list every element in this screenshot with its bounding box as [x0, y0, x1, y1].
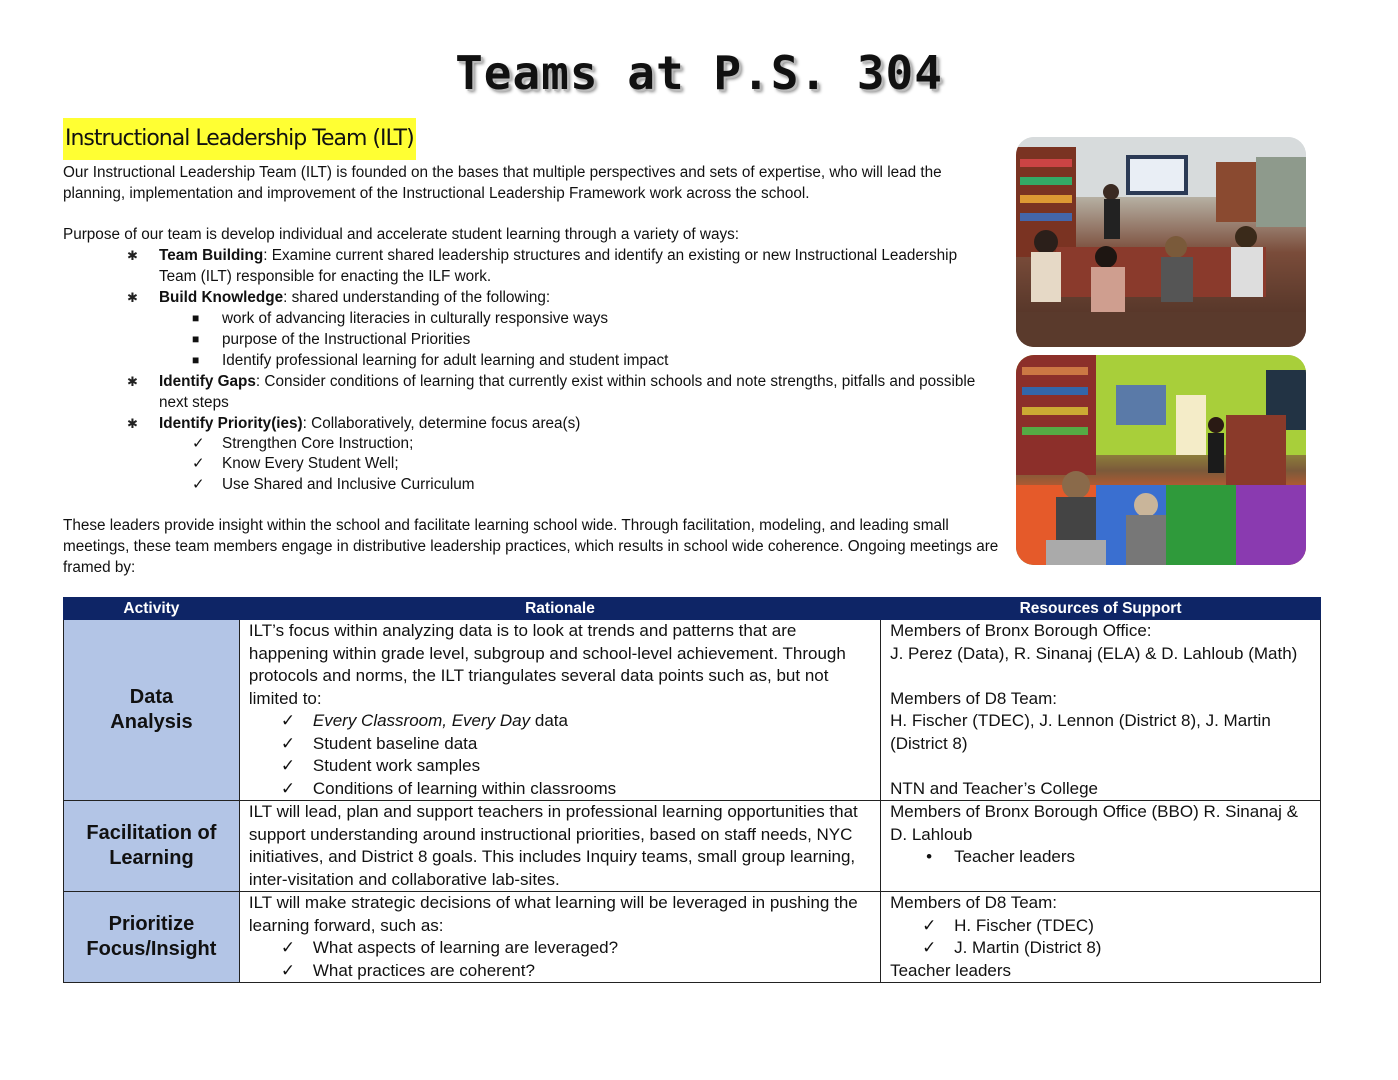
table-row	[64, 892, 1321, 983]
resource-line: Members of Bronx Borough Office (BBO) R. Sinanaj & D. Lahloub	[890, 802, 1298, 844]
list-item	[159, 287, 989, 308]
square-bullet-icon: ■	[192, 311, 200, 325]
resource-line: H. Fischer (TDEC), J. Lennon (District 8), J. Martin (District 8)	[890, 711, 1271, 753]
resource-line: J. Perez (Data), R. Sinanaj (ELA) & D. Lahloub (Math)	[890, 643, 1298, 663]
rationale-text: ILT will lead, plan and support teachers in professional learning opportunities that support understanding around instructional priorities, based on staff needs, NYC initiatives, and District 8 goals. This includes Inquiry teams, small group learning, inter-visitation and collaborative lab-sites.	[248, 802, 858, 889]
asterisk-bullet-icon: ✱	[127, 374, 138, 389]
resource-check-item: ✓ H. Fischer (TDEC)	[890, 915, 1312, 938]
bullet-label: Team Building	[159, 247, 264, 264]
checkmark-icon: ✓	[192, 476, 205, 493]
square-bullet-icon: ■	[192, 332, 200, 346]
page-title: Teams at P.S. 304	[455, 46, 943, 100]
sub-list-item: work of advancing literacies in culturally responsive ways	[222, 310, 608, 327]
classroom-meeting-photo	[1016, 137, 1306, 347]
classroom-presentation-photo	[1016, 355, 1306, 565]
activity-table	[63, 597, 1321, 983]
resources-cell	[881, 801, 1321, 892]
activity-label: Analysis	[110, 711, 193, 733]
activity-label: Data	[129, 686, 174, 708]
activity-label: Prioritize	[108, 913, 195, 935]
list-item	[159, 413, 989, 434]
activity-cell	[64, 892, 240, 983]
checkmark-icon: ✓	[192, 435, 205, 452]
resource-check-item: ✓ J. Martin (District 8)	[890, 937, 1312, 960]
sub-list-item: purpose of the Instructional Priorities	[222, 331, 471, 348]
purpose-paragraph: Purpose of our team is develop individual and accelerate student learning through a variety of ways:	[63, 226, 740, 243]
asterisk-bullet-icon: ✱	[127, 290, 138, 305]
sub-list-item: Know Every Student Well;	[222, 455, 399, 472]
list-item	[159, 371, 989, 413]
asterisk-bullet-icon: ✱	[127, 248, 138, 263]
rationale-check-item: ✓ What practices are coherent?	[249, 960, 872, 983]
activity-label: Learning	[109, 847, 194, 869]
resource-line: Teacher leaders	[890, 960, 1012, 980]
bullet-text: : Consider conditions of learning that currently exist within schools and note strengths, pitfalls and possible next steps	[159, 373, 976, 411]
rationale-check-item: ✓ What aspects of learning are leveraged?	[249, 937, 872, 960]
bullet-label: Build Knowledge	[159, 289, 284, 306]
rationale-check-item: ✓ Student baseline data	[249, 733, 872, 756]
rationale-cell	[239, 620, 880, 801]
asterisk-bullet-icon: ✱	[127, 416, 138, 431]
table-row	[64, 801, 1321, 892]
closing-paragraph: These leaders provide insight within the school and facilitate learning school wide. Through facilitation, modeling, and leading small meetings, these team members engage in distributive leadership practices, which results in school wide coherence. Ongoing meetings are framed by:	[63, 517, 999, 576]
rationale-check-item	[249, 710, 872, 733]
sub-list-item: Use Shared and Inclusive Curriculum	[222, 476, 475, 493]
activity-cell	[64, 620, 240, 801]
column-header-rationale: Rationale	[239, 598, 880, 620]
rationale-text: ILT will make strategic decisions of what learning will be leveraged in pushing the learning forward, such as:	[248, 893, 858, 935]
table-row	[64, 620, 1321, 801]
resource-line: Members of D8 Team:	[890, 688, 1058, 708]
bullet-text: : shared understanding of the following:	[283, 289, 551, 306]
activity-label: Focus/Insight	[86, 938, 217, 960]
table-header-row	[64, 598, 1321, 620]
rationale-cell	[239, 801, 880, 892]
rationale-check-item: ✓ Student work samples	[249, 755, 872, 778]
sub-list-item: Strengthen Core Instruction;	[222, 435, 414, 452]
square-bullet-icon: ■	[192, 353, 200, 367]
resource-line: Members of Bronx Borough Office:	[890, 621, 1152, 640]
activity-cell	[64, 801, 240, 892]
bullet-label: Identify Gaps	[159, 373, 256, 390]
resource-line: Members of D8 Team:	[890, 893, 1058, 912]
resource-line: NTN and Teacher’s College	[890, 778, 1098, 798]
italic-text: Every Classroom, Every Day	[312, 711, 531, 730]
resources-cell	[881, 620, 1321, 801]
rationale-cell	[239, 892, 880, 983]
rationale-text: ILT’s focus within analyzing data is to look at trends and patterns that are happening within grade level, subgroup and school-level achievement. Through protocols and norms, the ILT triangulates several data points such as, but not limited to:	[248, 621, 846, 708]
check-item-text: data	[530, 711, 568, 730]
intro-paragraph: Our Instructional Leadership Team (ILT) is founded on the bases that multiple perspectives and sets of expertise, who will lead the planning, implementation and improvement of the Instructional Leadership Framework work across the school.	[63, 164, 942, 202]
list-item	[159, 245, 989, 287]
activity-label: Facilitation of	[86, 822, 217, 844]
checkmark-icon: ✓	[192, 455, 205, 472]
resources-cell	[881, 892, 1321, 983]
resource-bullet-item: • Teacher leaders	[890, 846, 1312, 869]
bullet-text: : Examine current shared leadership structures and identify an existing or new Instructional Leadership Team (ILT) responsible for enacting the ILF work.	[159, 247, 958, 285]
bullet-label: Identify Priority(ies)	[159, 415, 303, 432]
column-header-activity: Activity	[64, 598, 240, 620]
column-header-resources: Resources of Support	[881, 598, 1321, 620]
bullet-text: : Collaboratively, determine focus area(s)	[302, 415, 581, 432]
rationale-check-item: ✓ Conditions of learning within classrooms	[249, 778, 872, 801]
sub-list-item: Identify professional learning for adult learning and student impact	[222, 352, 669, 369]
section-heading-ilt: Instructional Leadership Team (ILT)	[63, 118, 416, 160]
